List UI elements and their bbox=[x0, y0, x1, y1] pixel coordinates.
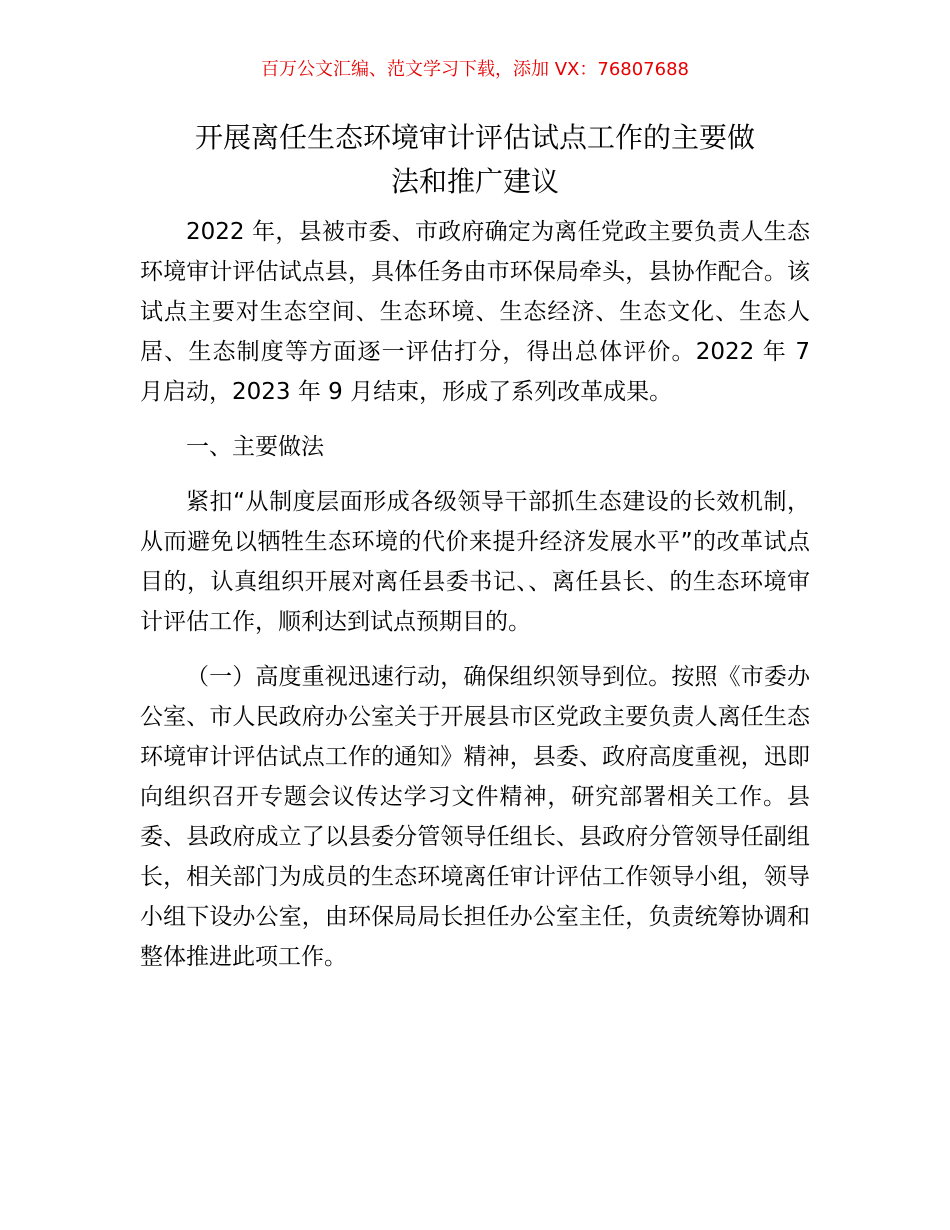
subsection-paragraph: （一）高度重视迅速行动，确保组织领导到位。按照《市委办公室、市人民政府办公室关于开展县市区党政主要负责人离任生态环境审计评估试点工作的通知》精神，县委、政府高度重视，迅即向组织召开专题会议传达学习文件精神，研究部署相关工作。县委、县政府成立了以县委分管领导任组长、县政府分管领导任副组长，相关部门为成员的生态环境离任审计评估工作领导小组，领导小组下设办公室，由环保局局长担任办公室主任，负责统筹协调和整体推进此项工作。 bbox=[140, 664, 810, 970]
document-body bbox=[140, 212, 810, 977]
section-heading: 一、主要做法 bbox=[186, 434, 324, 460]
header-note: 百万公文汇编、范文学习下载，添加 VX：76807688 bbox=[261, 59, 689, 80]
document-title bbox=[140, 116, 810, 204]
title-line-1: 开展离任生态环境审计评估试点工作的主要做 bbox=[194, 121, 755, 154]
intro-paragraph: 2022 年，县被市委、市政府确定为离任党政主要负责人生态环境审计评估试点县，具体任务由市环保局牵头，县协作配合。该试点主要对生态空间、生态环境、生态经济、生态文化、生态人居、生态制度等方面逐一评估打分，得出总体评价。2022 年 7 月启动，2023 年 9 月结束，形成了系列改革成果。 bbox=[140, 219, 810, 405]
section-intro-paragraph: 紧扣“从制度层面形成各级领导干部抓生态建设的长效机制，从而避免以牺牲生态环境的代价来提升经济发展水平”的改革试点目的，认真组织开展对离任县委书记、、离任县长、的生态环境审计评估工作，顺利达到试点预期目的。 bbox=[140, 489, 810, 635]
title-line-2: 法和推广建议 bbox=[390, 165, 559, 198]
